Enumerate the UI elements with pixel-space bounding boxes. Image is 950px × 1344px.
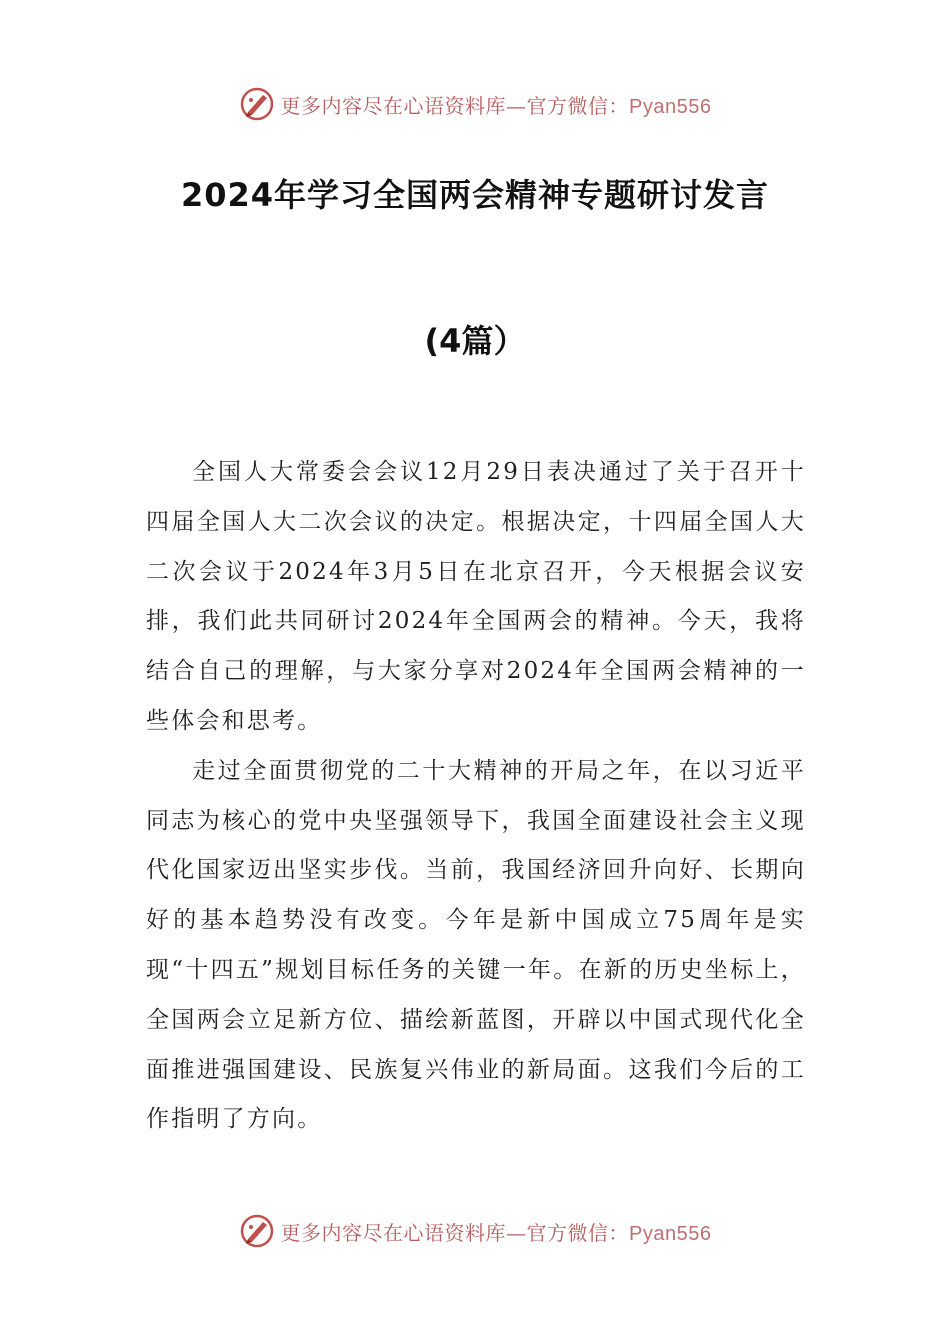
pen-logo-icon — [239, 1213, 275, 1249]
paragraph-1: 全国人大常委会会议12月29日表决通过了关于召开十四届全国人大二次会议的决定。根据决定，十四届全国人大二次会议于2024年3月5日在北京召开，今天根据会议安排，我们此共同研讨2024年全国两会的精神。今天，我将结合自己的理解，与大家分享对2024年全国两会精神的一些体会和思考。 — [146, 459, 806, 734]
document-title: 2024年学习全国两会精神专题研讨发言 — [180, 176, 770, 214]
header-banner — [0, 84, 950, 124]
pen-logo-icon — [239, 86, 275, 122]
footer-banner-text: 更多内容尽在心语资料库—官方微信：Pyan556 — [280, 1220, 712, 1245]
paragraph-2: 走过全面贯彻党的二十大精神的开局之年，在以习近平同志为核心的党中央坚强领导下，我国全面建设社会主义现代化国家迈出坚实步伐。当前，我国经济回升向好、长期向好的基本趋势没有改变。今年是新中国成立75周年是实现“十四五”规划目标任务的关键一年。在新的历史坐标上，全国两会立足新方位、描绘新蓝图，开辟以中国式现代化全面推进强国建设、民族复兴伟业的新局面。这我们今后的工作指明了方向。 — [146, 757, 806, 1133]
header-wechat-id: Pyan556 — [629, 95, 712, 118]
document-body — [146, 448, 806, 1145]
footer-banner — [0, 1211, 950, 1251]
header-banner-text: 更多内容尽在心语资料库—官方微信：Pyan556 — [280, 93, 712, 118]
document-subtitle: (4篇） — [424, 322, 526, 360]
footer-wechat-id: Pyan556 — [629, 1222, 712, 1245]
